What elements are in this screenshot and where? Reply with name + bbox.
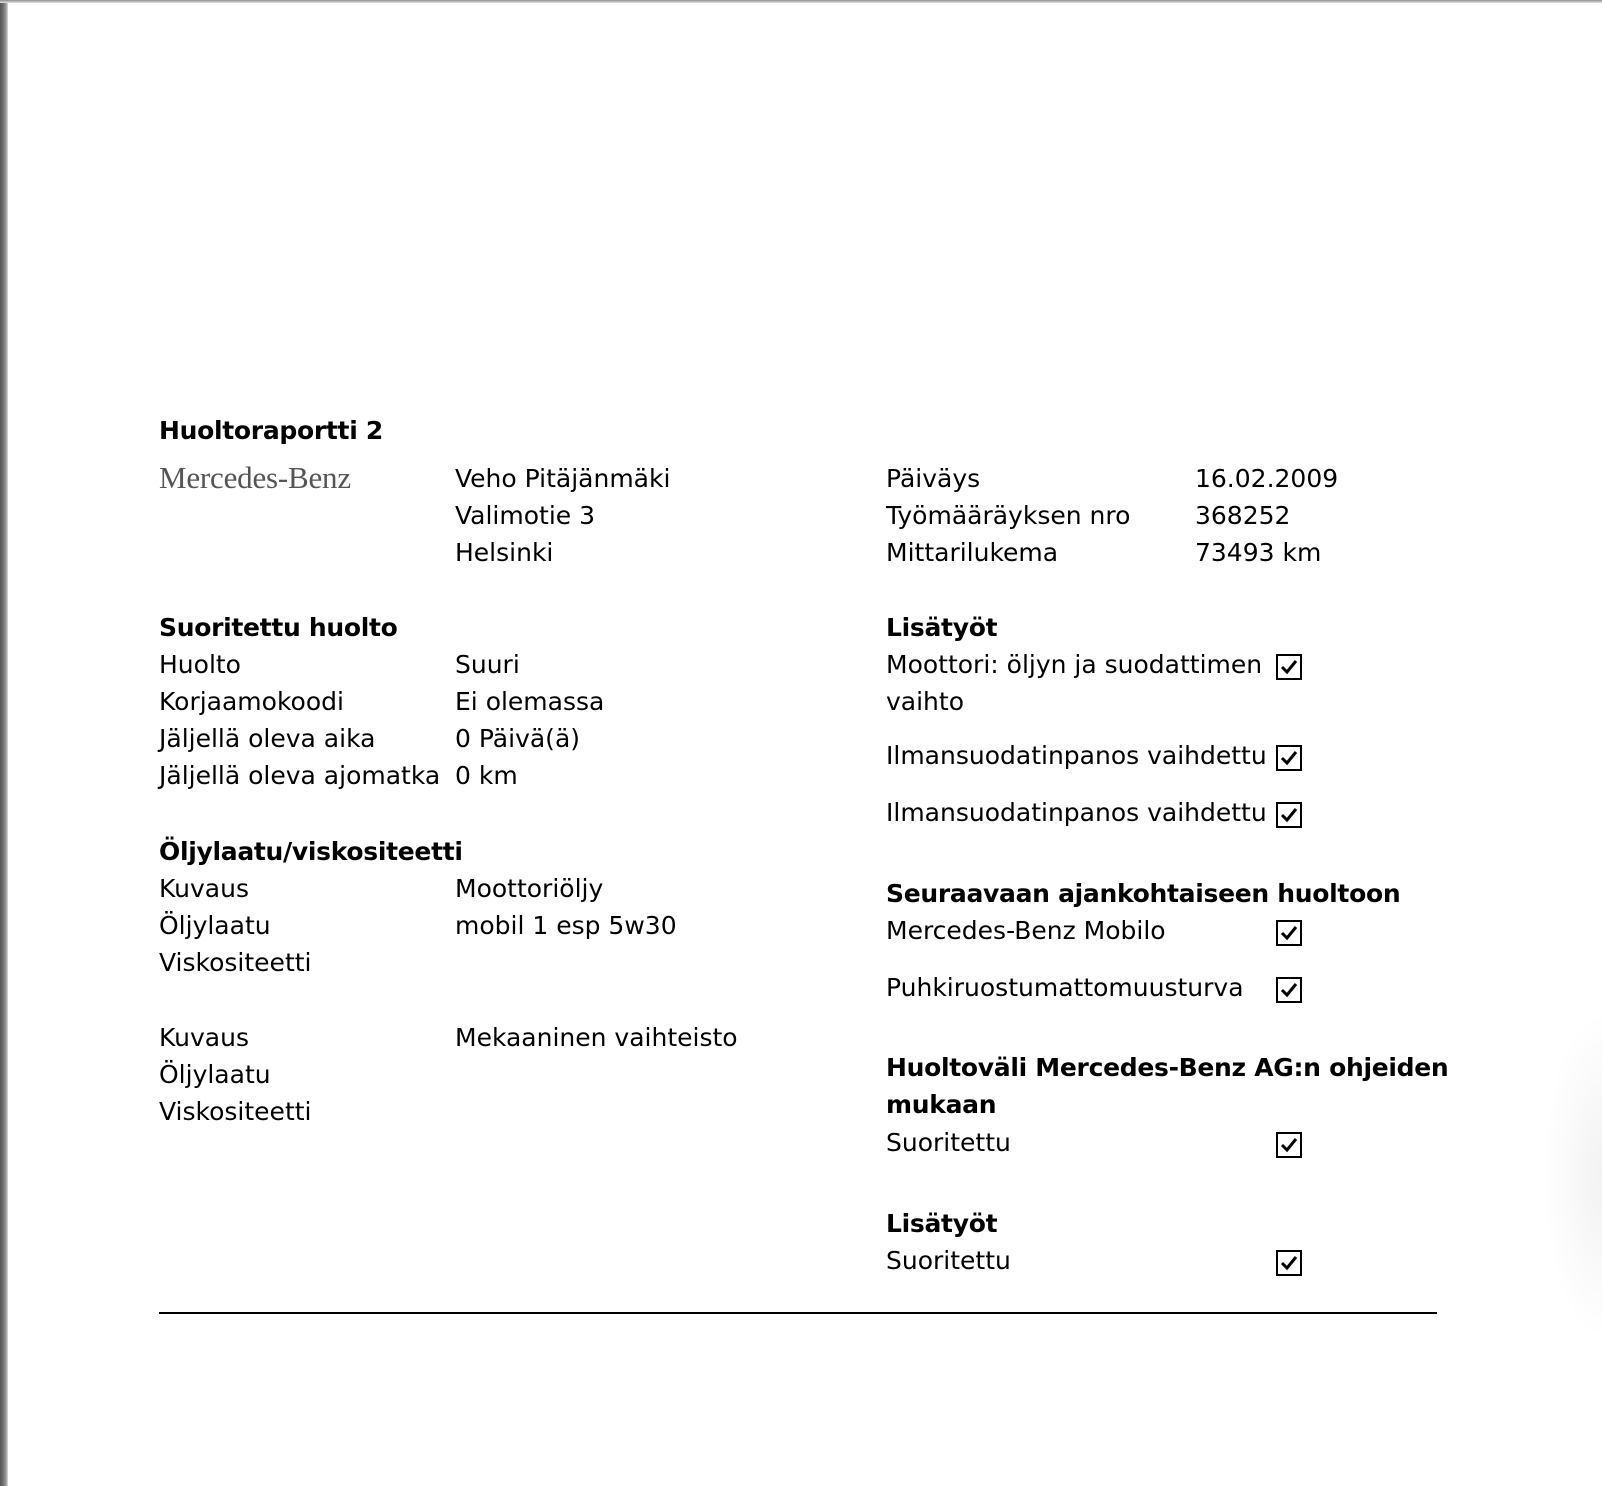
oil-1-description-value: Moottoriöljy bbox=[455, 874, 604, 903]
date-label: Päiväys bbox=[886, 464, 981, 493]
extra-work-item-1-checkbox[interactable] bbox=[1276, 654, 1302, 680]
window-top-border bbox=[0, 0, 1602, 3]
work-order-label: Työmääräyksen nro bbox=[886, 501, 1131, 530]
extra-work-2-item-1-label: Suoritettu bbox=[886, 1246, 1011, 1275]
extra-work-item-3-checkbox[interactable] bbox=[1276, 802, 1302, 828]
remaining-distance-label: Jäljellä oleva ajomatka bbox=[159, 761, 441, 790]
interval-heading-line2: mukaan bbox=[886, 1090, 997, 1119]
workshop-code-label: Korjaamokoodi bbox=[159, 687, 344, 716]
oil-2-description-value: Mekaaninen vaihteisto bbox=[455, 1023, 738, 1052]
checkmark-icon bbox=[1280, 658, 1298, 676]
dealer-street: Valimotie 3 bbox=[455, 501, 596, 530]
report-title: Huoltoraportti 2 bbox=[159, 416, 383, 445]
interval-heading-line1: Huoltoväli Mercedes-Benz AG:n ohjeiden bbox=[886, 1053, 1449, 1082]
service-type-value: Suuri bbox=[455, 650, 520, 679]
workshop-code-value: Ei olemassa bbox=[455, 687, 605, 716]
dealer-name: Veho Pitäjänmäki bbox=[455, 464, 671, 493]
extra-work-item-2-checkbox[interactable] bbox=[1276, 745, 1302, 771]
interval-item-1-checkbox[interactable] bbox=[1276, 1132, 1302, 1158]
mercedes-benz-logo: Mercedes-Benz bbox=[159, 460, 351, 495]
remaining-time-value: 0 Päivä(ä) bbox=[455, 724, 581, 753]
oil-1-viscosity-label: Viskositeetti bbox=[159, 948, 312, 977]
interval-item-1-label: Suoritettu bbox=[886, 1128, 1011, 1157]
oil-2-description-label: Kuvaus bbox=[159, 1023, 249, 1052]
footer-divider bbox=[159, 1312, 1437, 1314]
remaining-time-label: Jäljellä oleva aika bbox=[159, 724, 376, 753]
checkmark-icon bbox=[1280, 749, 1298, 767]
window-left-border bbox=[0, 0, 8, 1486]
checkmark-icon bbox=[1280, 1254, 1298, 1272]
checkmark-icon bbox=[1280, 806, 1298, 824]
checkmark-icon bbox=[1280, 924, 1298, 942]
next-service-heading: Seuraavaan ajankohtaiseen huoltoon bbox=[886, 879, 1401, 908]
extra-work-2-heading: Lisätyöt bbox=[886, 1209, 998, 1238]
extra-work-item-1-label-line1: Moottori: öljyn ja suodattimen bbox=[886, 650, 1263, 679]
service-type-label: Huolto bbox=[159, 650, 241, 679]
page-edge-shadow bbox=[1542, 1010, 1602, 1340]
extra-work-item-1-label-line2: vaihto bbox=[886, 687, 965, 716]
odometer-label: Mittarilukema bbox=[886, 538, 1059, 567]
next-service-item-2-checkbox[interactable] bbox=[1276, 977, 1302, 1003]
oil-1-description-label: Kuvaus bbox=[159, 874, 249, 903]
next-service-item-2-label: Puhkiruostumattomuusturva bbox=[886, 973, 1244, 1002]
next-service-item-1-checkbox[interactable] bbox=[1276, 920, 1302, 946]
checkmark-icon bbox=[1280, 1136, 1298, 1154]
oil-1-quality-value: mobil 1 esp 5w30 bbox=[455, 911, 677, 940]
extra-work-item-3-label: Ilmansuodatinpanos vaihdettu bbox=[886, 798, 1267, 827]
oil-2-quality-label: Öljylaatu bbox=[159, 1060, 271, 1089]
extra-work-heading: Lisätyöt bbox=[886, 613, 998, 642]
extra-work-item-2-label: Ilmansuodatinpanos vaihdettu bbox=[886, 741, 1267, 770]
extra-work-2-item-1-checkbox[interactable] bbox=[1276, 1250, 1302, 1276]
oil-1-quality-label: Öljylaatu bbox=[159, 911, 271, 940]
checkmark-icon bbox=[1280, 981, 1298, 999]
work-order-value: 368252 bbox=[1195, 501, 1291, 530]
dealer-city: Helsinki bbox=[455, 538, 554, 567]
odometer-value: 73493 km bbox=[1195, 538, 1322, 567]
oil-2-viscosity-label: Viskositeetti bbox=[159, 1097, 312, 1126]
next-service-item-1-label: Mercedes-Benz Mobilo bbox=[886, 916, 1166, 945]
service-heading: Suoritettu huolto bbox=[159, 613, 398, 642]
oil-heading: Öljylaatu/viskositeetti bbox=[159, 837, 463, 866]
date-value: 16.02.2009 bbox=[1195, 464, 1339, 493]
remaining-distance-value: 0 km bbox=[455, 761, 518, 790]
